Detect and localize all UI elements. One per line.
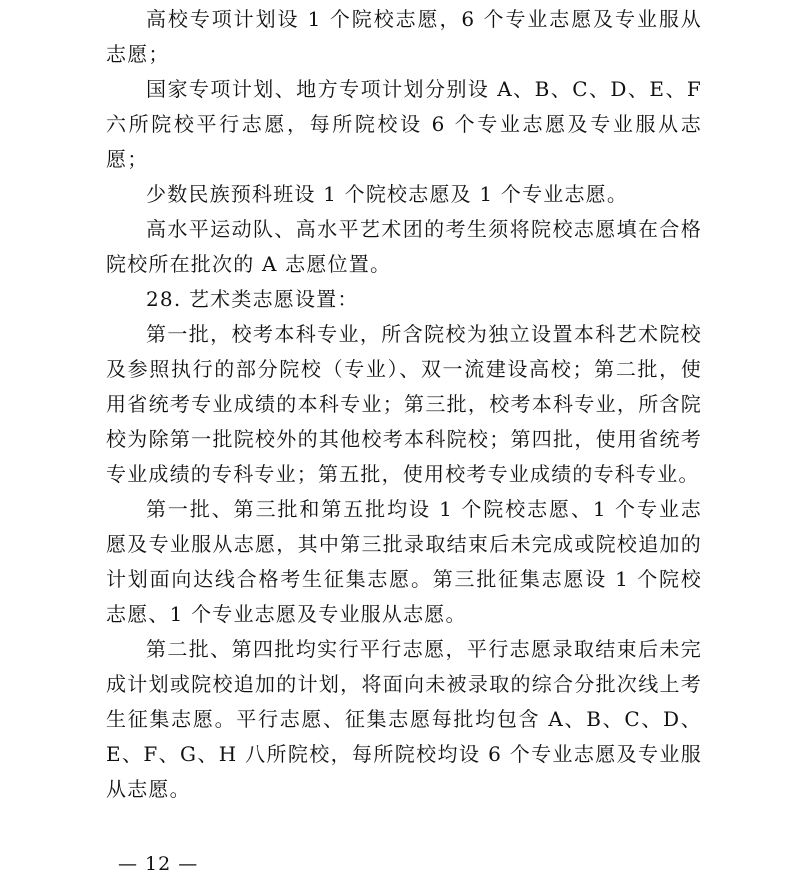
paragraph-batches-two-four: 第二批、第四批均实行平行志愿，平行志愿录取结束后未完成计划或院校追加的计划，将面向未被录取的综合分批次线上考生征集志愿。平行志愿、征集志愿每批均包含 A、B、C、D、E、F、G、H 八所院校，每所院校均设 6 个专业志愿及专业服从志愿。 [106,637,702,801]
paragraph-batches-one-three-five: 第一批、第三批和第五批均设 1 个院校志愿、1 个专业志愿及专业服从志愿，其中第三批录取结束后未完成或院校追加的计划面向达线合格考生征集志愿。第三批征集志愿设 1 个院校志愿、1 个专业志愿及专业服从志愿。 [106,497,702,626]
page-number: — 12 — [118,853,199,875]
section-heading-art-volunteer: 28. 艺术类志愿设置： [146,287,359,311]
paragraph-high-level-teams: 高水平运动队、高水平艺术团的考生须将院校志愿填在合格院校所在批次的 A 志愿位置。 [106,217,702,276]
paragraph-national-local-special-plan: 国家专项计划、地方专项计划分别设 A、B、C、D、E、F 六所院校平行志愿，每所院校设 6 个专业志愿及专业服从志愿； [106,77,702,171]
paragraph-art-batches: 第一批，校考本科专业，所含院校为独立设置本科艺术院校及参照执行的部分院校（专业）、双一流建设高校；第二批，使用省统考专业成绩的本科专业；第三批，校考本科专业，所含院校为除第一批院校外的其他校考本科院校；第四批，使用省统考专业成绩的专科专业；第五批，使用校考专业成绩的专科专业。 [106,322,702,486]
paragraph-ethnic-preparatory: 少数民族预科班设 1 个院校志愿及 1 个专业志愿。 [146,182,629,206]
document-body [106,2,702,807]
paragraph-university-special-plan: 高校专项计划设 1 个院校志愿，6 个专业志愿及专业服从志愿； [106,7,702,66]
